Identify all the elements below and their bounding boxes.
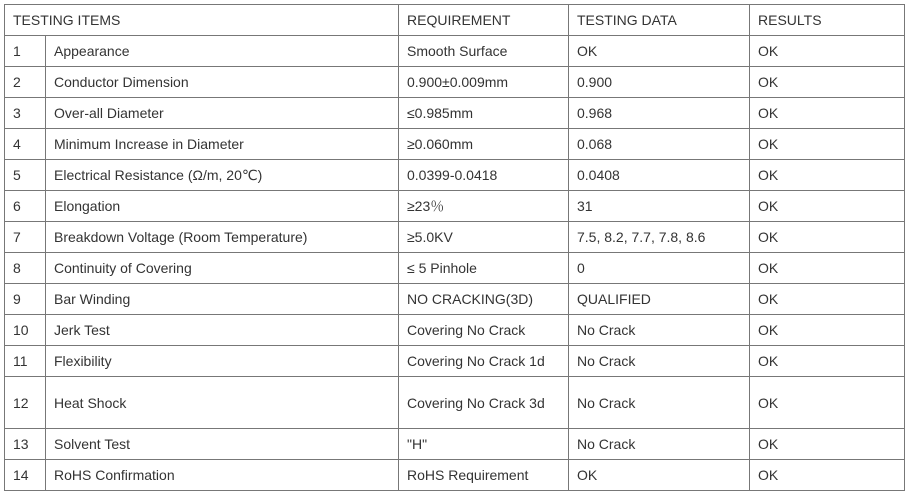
table-row xyxy=(5,98,905,129)
testing-item-cell: Conductor Dimension xyxy=(46,67,399,98)
testing-item-cell: Solvent Test xyxy=(46,429,399,460)
test-report-table xyxy=(4,4,905,491)
testing-data-cell: 31 xyxy=(569,191,750,222)
requirement-cell: ≥0.060mm xyxy=(399,129,569,160)
testing-item-cell: Heat Shock xyxy=(46,377,399,429)
requirement-cell: "H" xyxy=(399,429,569,460)
result-cell: OK xyxy=(750,36,905,67)
result-cell: OK xyxy=(750,98,905,129)
testing-data-cell: No Crack xyxy=(569,346,750,377)
row-number-cell: 6 xyxy=(5,191,46,222)
testing-item-cell: Breakdown Voltage (Room Temperature) xyxy=(46,222,399,253)
table-row xyxy=(5,346,905,377)
testing-data-cell: OK xyxy=(569,460,750,491)
testing-data-cell: No Crack xyxy=(569,315,750,346)
table-row xyxy=(5,36,905,67)
testing-item-cell: Elongation xyxy=(46,191,399,222)
testing-item-cell: Bar Winding xyxy=(46,284,399,315)
row-number-cell: 5 xyxy=(5,160,46,191)
testing-data-cell: No Crack xyxy=(569,377,750,429)
table-row xyxy=(5,160,905,191)
result-cell: OK xyxy=(750,429,905,460)
testing-item-cell: Over-all Diameter xyxy=(46,98,399,129)
header-testing-items: TESTING ITEMS xyxy=(5,5,399,36)
result-cell: OK xyxy=(750,253,905,284)
table-row xyxy=(5,315,905,346)
table-row xyxy=(5,129,905,160)
table-row xyxy=(5,377,905,429)
result-cell: OK xyxy=(750,160,905,191)
testing-item-cell: Flexibility xyxy=(46,346,399,377)
result-cell: OK xyxy=(750,460,905,491)
header-testing-data: TESTING DATA xyxy=(569,5,750,36)
table-row xyxy=(5,253,905,284)
requirement-cell: RoHS Requirement xyxy=(399,460,569,491)
testing-data-cell: 0.900 xyxy=(569,67,750,98)
requirement-cell: 0.900±0.009mm xyxy=(399,67,569,98)
requirement-cell: 0.0399-0.0418 xyxy=(399,160,569,191)
result-cell: OK xyxy=(750,377,905,429)
table-row xyxy=(5,284,905,315)
testing-item-cell: Continuity of Covering xyxy=(46,253,399,284)
row-number-cell: 4 xyxy=(5,129,46,160)
row-number-cell: 13 xyxy=(5,429,46,460)
result-cell: OK xyxy=(750,222,905,253)
row-number-cell: 11 xyxy=(5,346,46,377)
result-cell: OK xyxy=(750,346,905,377)
requirement-cell: Covering No Crack xyxy=(399,315,569,346)
table-row xyxy=(5,429,905,460)
result-cell: OK xyxy=(750,191,905,222)
row-number-cell: 3 xyxy=(5,98,46,129)
header-results: RESULTS xyxy=(750,5,905,36)
row-number-cell: 9 xyxy=(5,284,46,315)
requirement-cell: Smooth Surface xyxy=(399,36,569,67)
row-number-cell: 14 xyxy=(5,460,46,491)
row-number-cell: 7 xyxy=(5,222,46,253)
testing-data-cell: OK xyxy=(569,36,750,67)
testing-data-cell: 0.068 xyxy=(569,129,750,160)
table-header-row xyxy=(5,5,905,36)
table-body xyxy=(5,36,905,491)
row-number-cell: 12 xyxy=(5,377,46,429)
testing-data-cell: QUALIFIED xyxy=(569,284,750,315)
testing-item-cell: Electrical Resistance (Ω/m, 20℃) xyxy=(46,160,399,191)
result-cell: OK xyxy=(750,129,905,160)
testing-item-cell: RoHS Confirmation xyxy=(46,460,399,491)
testing-data-cell: No Crack xyxy=(569,429,750,460)
table-row xyxy=(5,222,905,253)
row-number-cell: 8 xyxy=(5,253,46,284)
row-number-cell: 10 xyxy=(5,315,46,346)
row-number-cell: 1 xyxy=(5,36,46,67)
requirement-cell: ≥5.0KV xyxy=(399,222,569,253)
testing-data-cell: 0.968 xyxy=(569,98,750,129)
header-requirement: REQUIREMENT xyxy=(399,5,569,36)
testing-data-cell: 7.5, 8.2, 7.7, 7.8, 8.6 xyxy=(569,222,750,253)
requirement-cell: NO CRACKING(3D) xyxy=(399,284,569,315)
testing-data-cell: 0.0408 xyxy=(569,160,750,191)
requirement-cell: Covering No Crack 1d xyxy=(399,346,569,377)
requirement-cell: ≥23％ xyxy=(399,191,569,222)
result-cell: OK xyxy=(750,284,905,315)
requirement-cell: ≤ 5 Pinhole xyxy=(399,253,569,284)
testing-item-cell: Appearance xyxy=(46,36,399,67)
table-row xyxy=(5,67,905,98)
table-row xyxy=(5,191,905,222)
result-cell: OK xyxy=(750,67,905,98)
testing-item-cell: Minimum Increase in Diameter xyxy=(46,129,399,160)
testing-data-cell: 0 xyxy=(569,253,750,284)
requirement-cell: Covering No Crack 3d xyxy=(399,377,569,429)
table-row xyxy=(5,460,905,491)
requirement-cell: ≤0.985mm xyxy=(399,98,569,129)
test-report-table-container xyxy=(4,4,905,491)
result-cell: OK xyxy=(750,315,905,346)
testing-item-cell: Jerk Test xyxy=(46,315,399,346)
row-number-cell: 2 xyxy=(5,67,46,98)
